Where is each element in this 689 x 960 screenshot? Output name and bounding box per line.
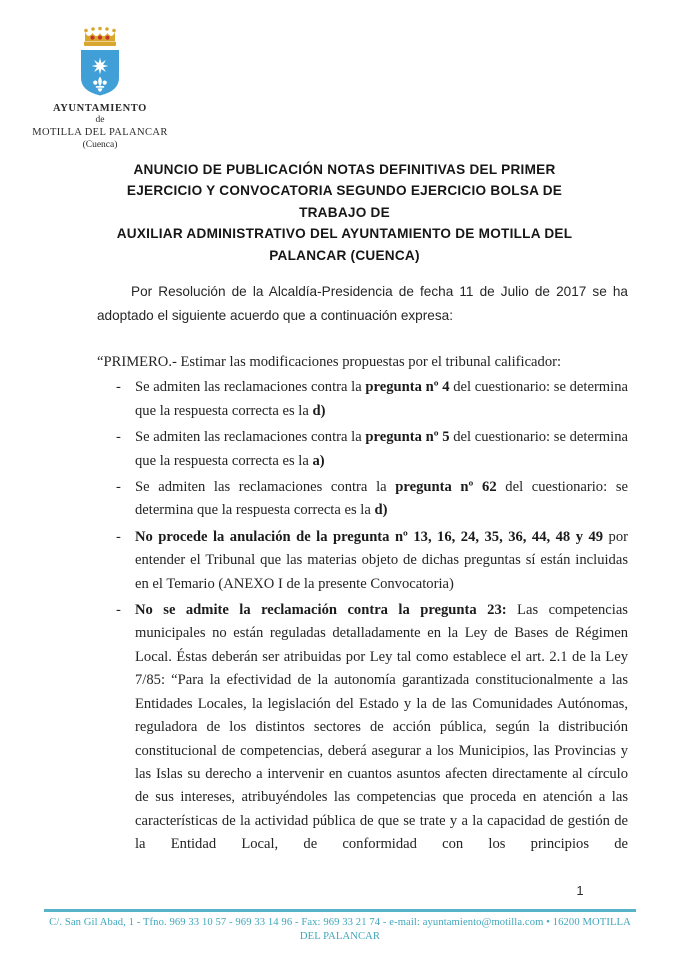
- list-item: - Se admiten las reclamaciones contra la pregunta nº 62 del cuestionario: se determina que la respuesta correcta es la d): [97, 476, 628, 523]
- title-line: AUXILIAR ADMINISTRATIVO DEL AYUNTAMIENTO DE MOTILLA DEL: [116, 226, 573, 242]
- title-line: EJERCICIO Y CONVOCATORIA SEGUNDO EJERCICIO BOLSA DE TRABAJO DE: [126, 183, 563, 220]
- intro-paragraph: Por Resolución de la Alcaldía-Presidencia de fecha 11 de Julio de 2017 se ha adoptado el siguiente acuerdo que a continuación expresa:: [97, 284, 628, 323]
- list-item: - Se admiten las reclamaciones contra la pregunta nº 4 del cuestionario: se determina que la respuesta correcta es la d): [97, 376, 628, 423]
- bullet-dash: -: [116, 602, 121, 619]
- list-item: - Se admiten las reclamaciones contra la pregunta nº 5 del cuestionario: se determina que la respuesta correcta es la a): [97, 426, 628, 473]
- bullet-dash: -: [116, 429, 121, 446]
- list-item-text: Se admiten las reclamaciones contra la: [135, 479, 396, 496]
- footer-contact-line: C/. San Gil Abad, 1 - Tfno. 969 33 10 57 - 969 33 14 96 - Fax: 969 33 21 74 - e-mail: ayuntamiento@motilla.com • 16200 MOTILLA DEL PALANCAR: [49, 917, 631, 942]
- list-item: - No se admite la reclamación contra la pregunta 23: Las competencias municipales no están reguladas detalladamente en la Ley de Bases de Régimen Local. Éstas deberán ser atribuidas por Ley tal como establece el art. 2.1 de la Ley 7/85: “Para la efectividad de la autonomía garantizada constitucionalmente a las Entidades Locales, la legislación del Estado y la de las Comunidades Autónomas, reguladora de los distintos sectores de acción pública, según la distribución constitucional de competencias, deberá asegurar a los Municipios, las Provincias y las Islas su derecho a intervenir en cuantos asuntos afecten directamente al círculo de sus intereses, atribuyéndoles las competencias que proceda en atención a las características de la actividad pública de que se trate y a la capacidad de gestión de la Entidad Local, de conformidad con los principios de: [97, 599, 628, 856]
- title-line: PALANCAR (CUENCA): [269, 247, 420, 263]
- bullet-dash: -: [116, 528, 121, 545]
- star-icon: [92, 58, 109, 75]
- document-title: [92, 159, 597, 266]
- org-province-label: (Cuenca): [82, 140, 118, 150]
- title-line: ANUNCIO DE PUBLICACIÓN NOTAS DEFINITIVAS DEL PRIMER: [133, 162, 556, 177]
- page-number: 1: [576, 883, 584, 898]
- org-name-label: AYUNTAMIENTO: [53, 103, 147, 114]
- letterhead: [28, 24, 172, 151]
- bullet-dash: -: [116, 379, 121, 396]
- list-item-text: Se admiten las reclamaciones contra la: [135, 429, 366, 446]
- body-section: [97, 351, 628, 860]
- coat-of-arms-icon: [68, 24, 132, 100]
- shield-icon: [81, 50, 119, 96]
- list-item-text: No procede la anulación de la pregunta nº 13, 16, 24, 35, 36, 44, 48 y 49: [135, 528, 604, 545]
- crown-icon: [84, 27, 116, 46]
- footer-divider: [44, 909, 636, 912]
- bullet-dash: -: [116, 479, 121, 496]
- org-de-label: de: [95, 115, 105, 125]
- primero-heading: “PRIMERO.- Estimar las modificaciones propuestas por el tribunal calificador:: [97, 354, 562, 370]
- list-item-text: Se admiten las reclamaciones contra la: [135, 379, 366, 396]
- list-item-text: No se admite la reclamación contra la pregunta 23:: [135, 602, 507, 619]
- list-item: - No procede la anulación de la pregunta nº 13, 16, 24, 35, 36, 44, 48 y 49 por entender el Tribunal que las materias objeto de dichas preguntas sí están incluidas en el Temario (ANEXO I de la presente Convocatoria): [97, 526, 628, 596]
- org-city-label: MOTILLA DEL PALANCAR: [32, 127, 168, 138]
